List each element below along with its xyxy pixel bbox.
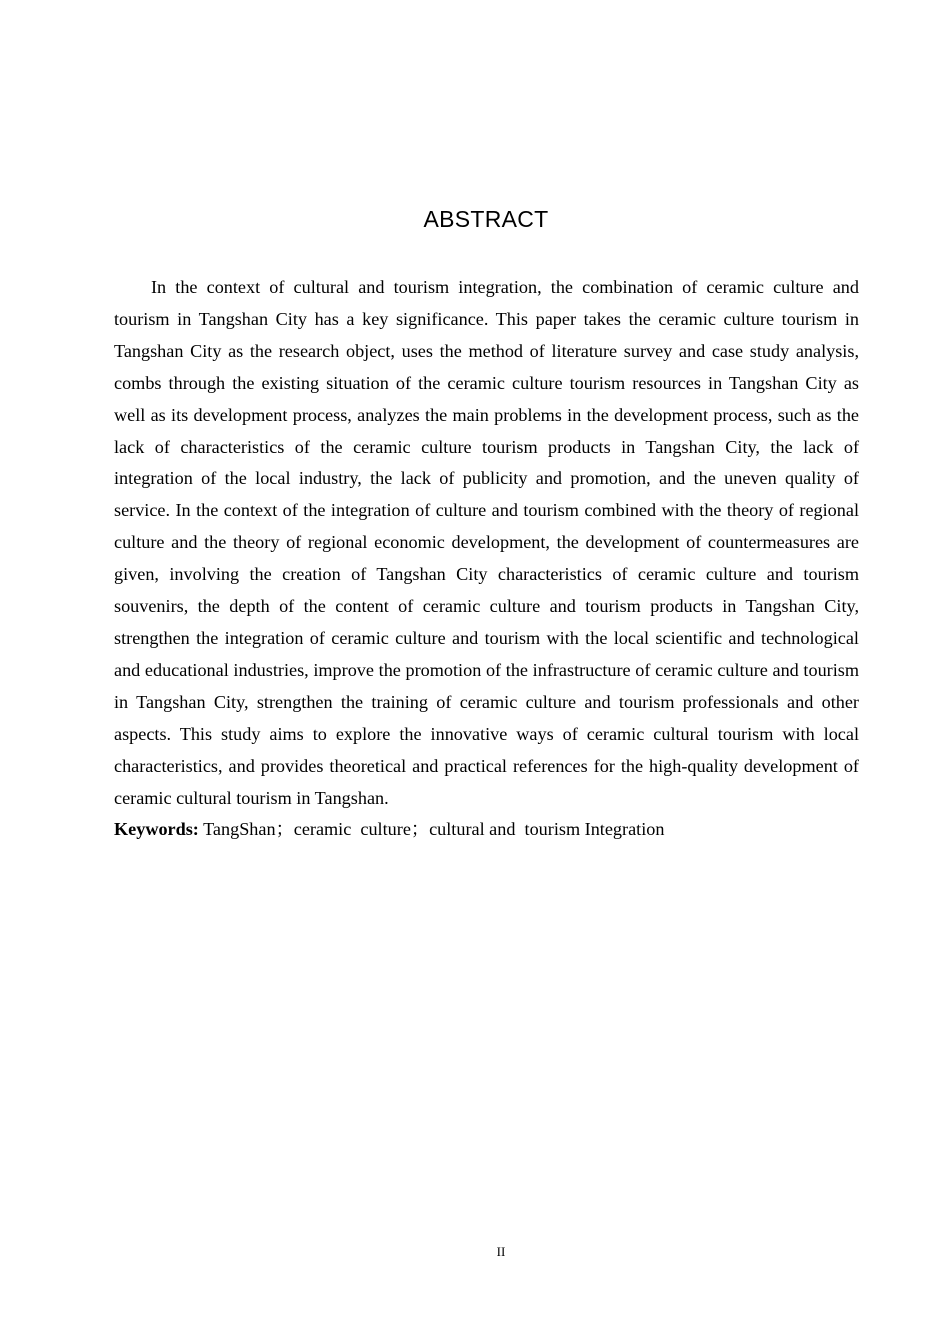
keywords-line (114, 814, 859, 846)
abstract-paragraph: In the context of cultural and tourism integration, the combination of ceramic culture and tourism in Tangshan City has a key significance. This paper takes the ceramic culture tourism in Tangshan City as the research object, uses the method of literature survey and case study analysis, combs through the existing situation of the ceramic culture tourism resources in Tangshan City as well as its development process, analyzes the main problems in the development process, such as the lack of characteristics of the ceramic culture tourism products in Tangshan City, the lack of integration of the local industry, the lack of publicity and promotion, and the uneven quality of service. In the context of the integration of culture and tourism combined with the theory of regional culture and the theory of regional economic development, the development of countermeasures are given, involving the creation of Tangshan City characteristics of ceramic culture and tourism souvenirs, the depth of the content of ceramic culture and tourism products in Tangshan City, strengthen the integration of ceramic culture and tourism with the local scientific and technological and educational industries, improve the promotion of the infrastructure of ceramic culture and tourism in Tangshan City, strengthen the training of ceramic culture and tourism professionals and other aspects. This study aims to explore the innovative ways of ceramic cultural tourism with local characteristics, and provides theoretical and practical references for the high-quality development of ceramic cultural tourism in Tangshan. (114, 277, 859, 808)
abstract-body (114, 272, 859, 846)
abstract-title: ABSTRACT (423, 206, 549, 232)
keywords-value: TangShan；ceramic culture；cultural and tourism Integration (198, 819, 665, 840)
page-number: II (496, 1244, 506, 1259)
keywords-label: Keywords: (114, 819, 199, 840)
